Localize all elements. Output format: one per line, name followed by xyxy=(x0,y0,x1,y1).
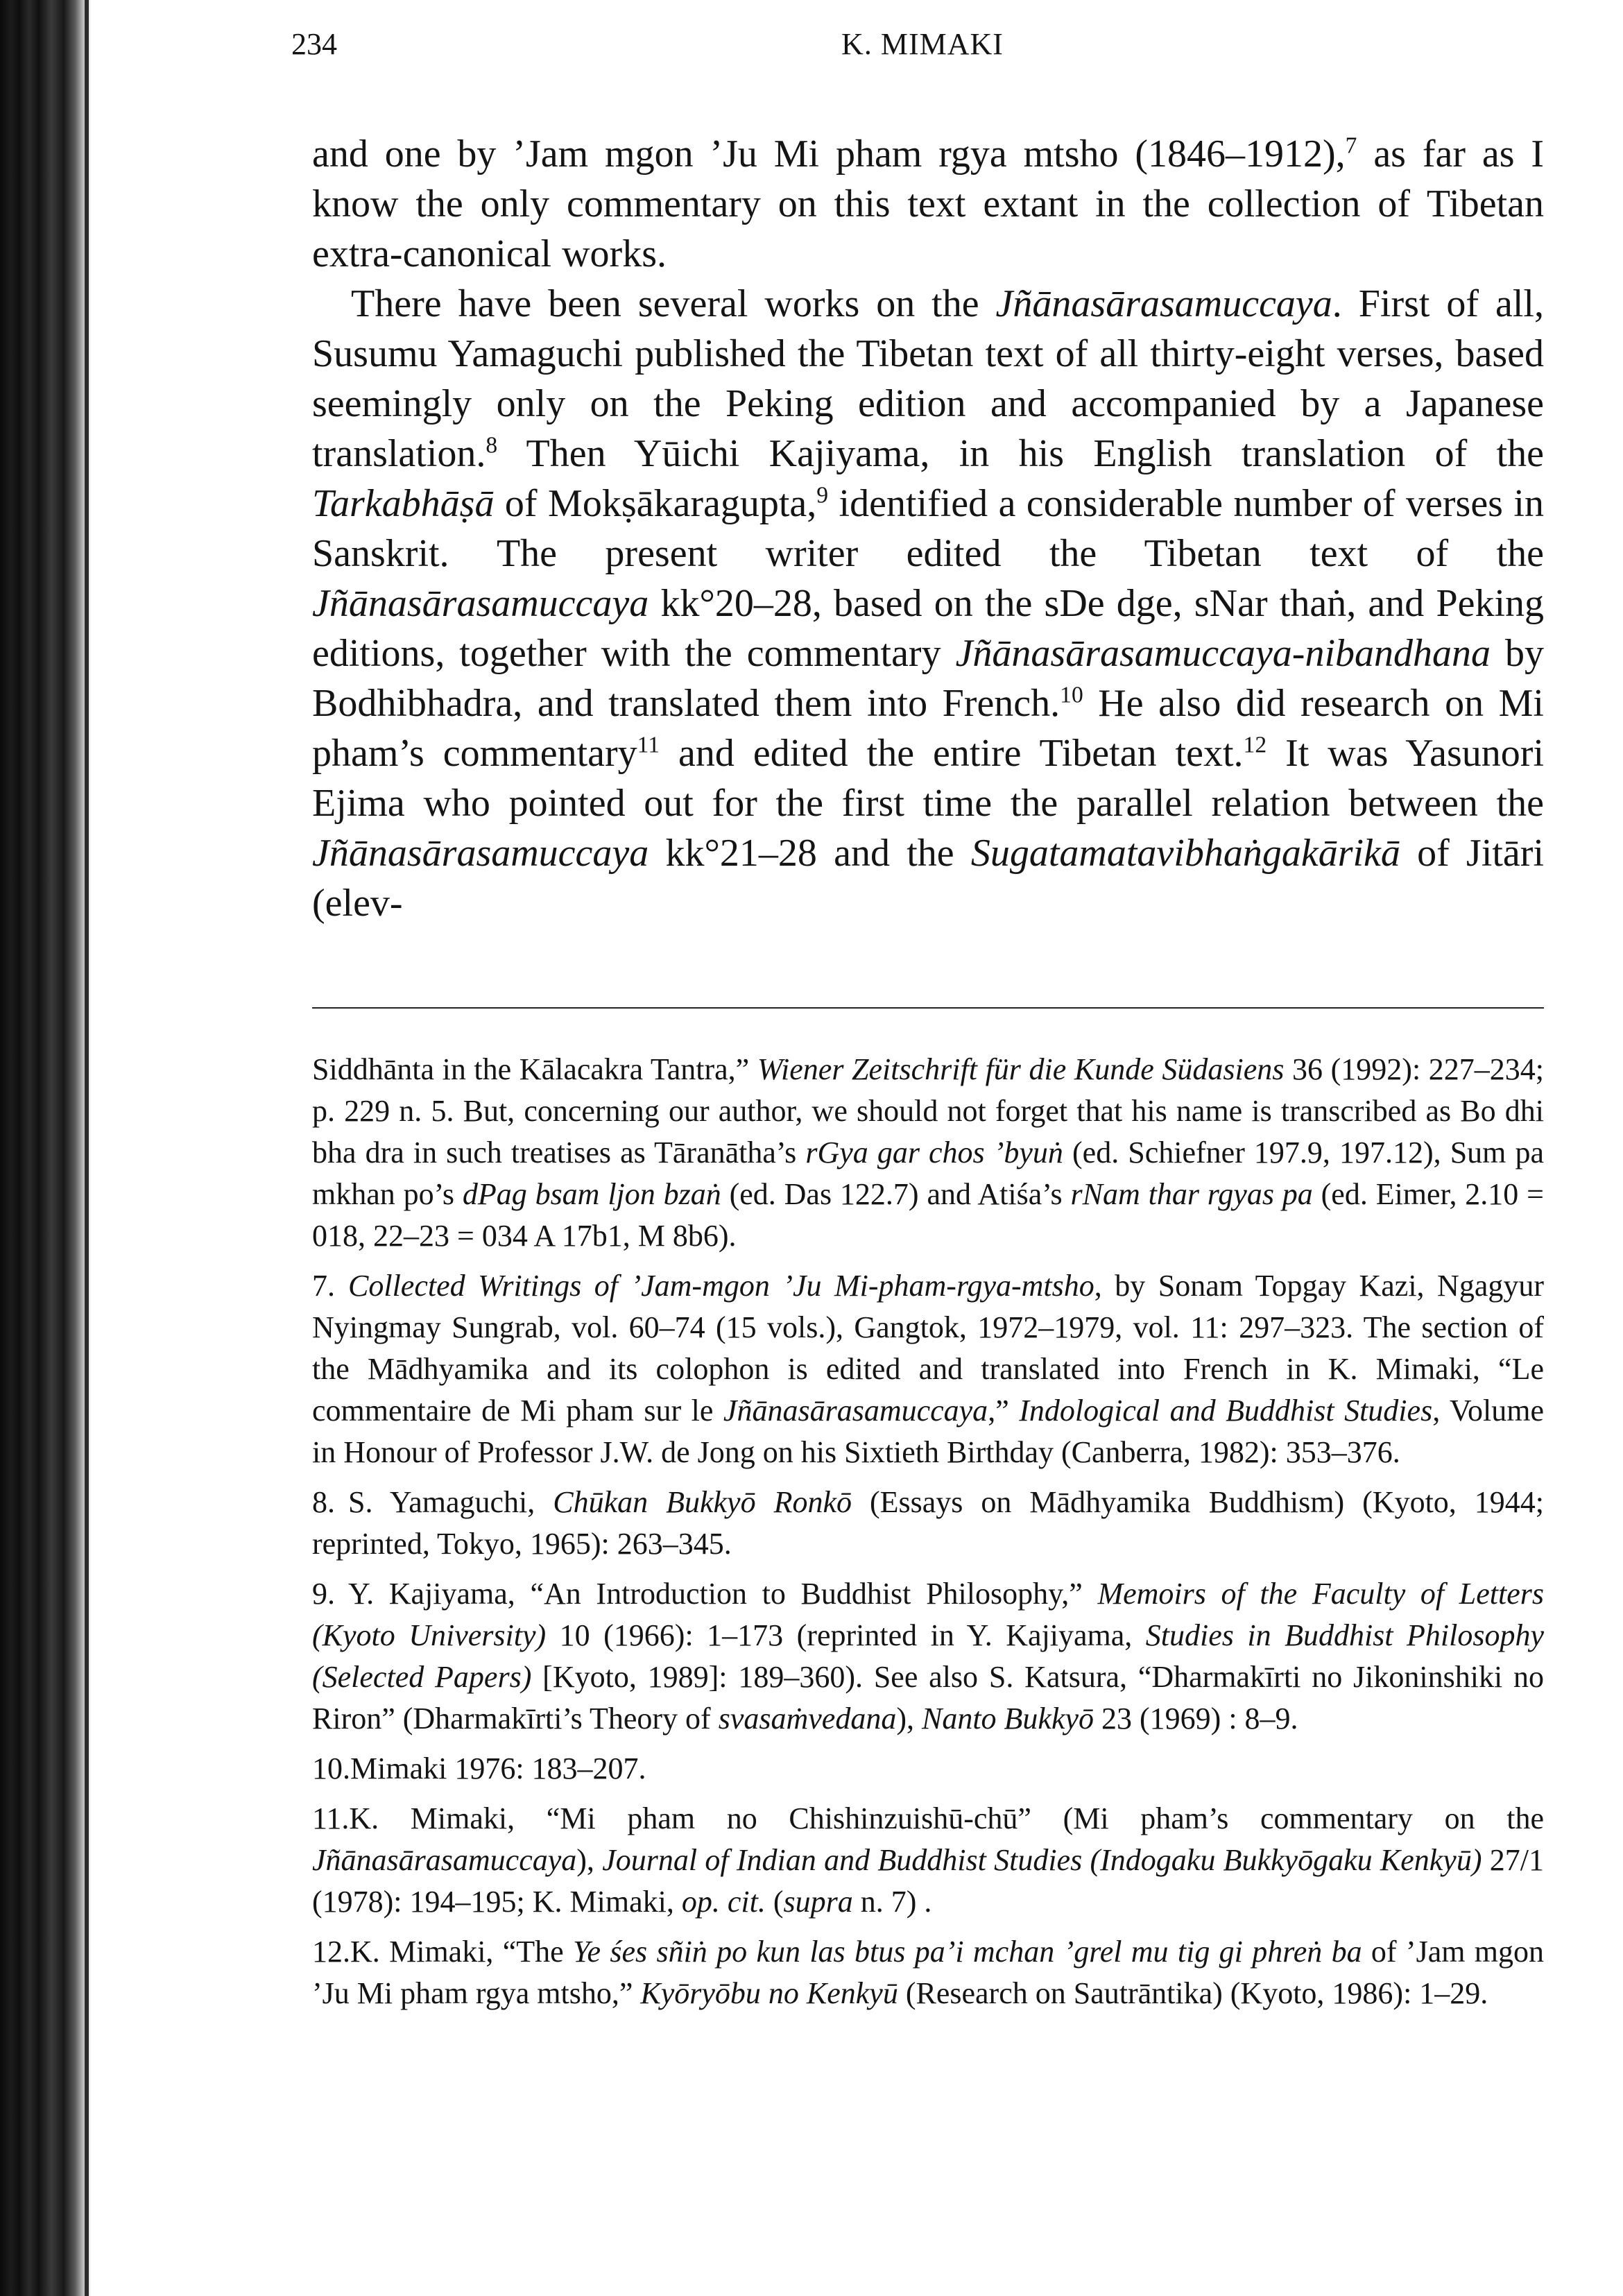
footnote-9: 9. Y. Kajiyama, “An Introduction to Buddhist Philosophy,” Memoirs of the Faculty of Letters (Kyoto University) 10 (1966): 1–173 (reprinted in Y. Kajiyama, Studies in Buddhist Philosophy (Selected Papers) [Kyoto, 1989]: 189–360). See also S. Katsura, “Dharmakīrti no Jikoninshiki no Riron” (Dharmakīrti’s Theory of svasaṁvedana), Nanto Bukkyō 23 (1969) : 8–9. xyxy=(312,1573,1544,1740)
footnote-ref[interactable]: 10 xyxy=(1060,682,1083,708)
footnote-number: 8. xyxy=(312,1485,335,1519)
footnote-number: 9. xyxy=(312,1577,335,1611)
running-head xyxy=(291,26,1554,75)
binding-edge-line xyxy=(85,0,89,2296)
footnote-continuation: Siddhānta in the Kālacakra Tantra,” Wiener Zeitschrift für die Kunde Südasiens 36 (1992): 227–234; p. 229 n. 5. But, concerning our author, we should not forget that his name is transcribed as Bo dhi bha dra in such treatises as Tāranātha’s rGya gar chos ’byuṅ (ed. Schiefner 197.9, 197.12), Sum pa mkhan po’s dPag bsam ljon bzaṅ (ed. Das 122.7) and Atiśa’s rNam thar rgyas pa (ed. Eimer, 2.10 = 018, 22–23 = 034 A 17b1, M 8b6). xyxy=(312,1052,1545,1253)
footnote-separator xyxy=(312,1007,1544,1009)
footnote-number: 12. xyxy=(312,1935,350,1969)
footnote-ref[interactable]: 8 xyxy=(486,432,498,459)
work-title: Sugatamatavibhaṅgakārikā xyxy=(970,832,1400,875)
footnote-7: 7. Collected Writings of ’Jam-mgon ’Ju Mi-pham-rgya-mtsho, by Sonam Topgay Kazi, Ngagyur Nyingmay Sungrab, vol. 60–74 (15 vols.), Gangtok, 1972–1979, vol. 11: 297–323. The section of the Mādhyamika and its colophon is edited and translated into French in K. Mimaki, “Le commentaire de Mi pham sur le Jñānasārasamuccaya,” Indological and Buddhist Studies, Volume in Honour of Professor J.W. de Jong on his Sixtieth Birthday (Canberra, 1982): 353–376. xyxy=(312,1265,1544,1473)
footnote-number: 10. xyxy=(312,1751,350,1785)
footnote-ref[interactable]: 9 xyxy=(816,482,829,508)
footnote-number: 7. xyxy=(312,1269,335,1303)
paragraph: There have been several works on the Jñānasārasamuccaya. First of all, Susumu Yamaguchi published the Tibetan text of all thirty-eight verses, based seemingly only on the Peking edition and accompanied by a Japanese translation.$^8$ Then Yūichi Kajiyama, in his English translation of the Tarkabhāṣā of Mokṣākaragupta,$^9$ identified a considerable number of verses in Sanskrit. The present writer edited the Tibetan text of the Jñānasārasamuccaya kk°20–28, based on the sDe dge, sNar thaṅ, and Peking editions, together with the commentary Jñānasārasamuccaya-nibandhana by Bodhibhadra, and translated them into French.$^{10}$ He also did research on Mi pham’s commentary$^{11}$ and edited the entire Tibetan text.$^{12}$ It was Yasunori Ejima who pointed out for the first time the parallel relation between the Jñānasārasamuccaya kk°21–28 and the Sugatamatavibhaṅgakārikā of Jitāri (elev- xyxy=(312,282,1545,925)
paragraph: and one by ’Jam mgon ’Ju Mi pham rgya mtsho (1846–1912),$^7$ as far as I know the only commentary on this text extant in the collection of Tibetan extra-canonical works. xyxy=(312,132,1544,275)
footnote-11: 11.K. Mimaki, “Mi pham no Chishinzuishū-chū” (Mi pham’s commentary on the Jñānasārasamuccaya), Journal of Indian and Buddhist Studies (Indogaku Bukkyōgaku Kenkyū) 27/1 (1978): 194–195; K. Mimaki, op. cit. (supra n. 7) . xyxy=(312,1798,1544,1923)
footnotes xyxy=(312,1049,1544,2023)
page-number: 234 xyxy=(291,27,337,61)
footnote-12: 12.K. Mimaki, “The Ye śes sñiṅ po kun las btus pa’i mchan ’grel mu tig gi phreṅ ba of ’Jam mgon ’Ju Mi pham rgya mtsho,” Kyōryōbu no Kenkyū (Research on Sautrāntika) (Kyoto, 1986): 1–29. xyxy=(312,1931,1544,2014)
footnote-8: 8. S. Yamaguchi, Chūkan Bukkyō Ronkō (Essays on Mādhyamika Buddhism) (Kyoto, 1944; reprinted, Tokyo, 1965): 263–345. xyxy=(312,1482,1544,1565)
footnote-ref[interactable]: 11 xyxy=(637,732,660,758)
work-title: Jñānasārasamuccaya xyxy=(995,282,1332,325)
running-title: K. MIMAKI xyxy=(841,27,1004,61)
footnote-ref[interactable]: 12 xyxy=(1243,732,1267,758)
work-title: Jñānasārasamuccaya-nibandhana xyxy=(955,632,1491,675)
work-title: Jñānasārasamuccaya xyxy=(312,582,649,625)
main-text xyxy=(312,129,1544,928)
footnote-number: 11. xyxy=(312,1801,350,1835)
footnote-ref[interactable]: 7 xyxy=(1345,132,1357,159)
work-title: Tarkabhāṣā xyxy=(312,482,495,525)
book-binding-shadow xyxy=(0,0,92,2296)
work-title: Jñānasārasamuccaya xyxy=(312,832,649,875)
footnote-10: 10.Mimaki 1976: 183–207. xyxy=(312,1748,1544,1790)
